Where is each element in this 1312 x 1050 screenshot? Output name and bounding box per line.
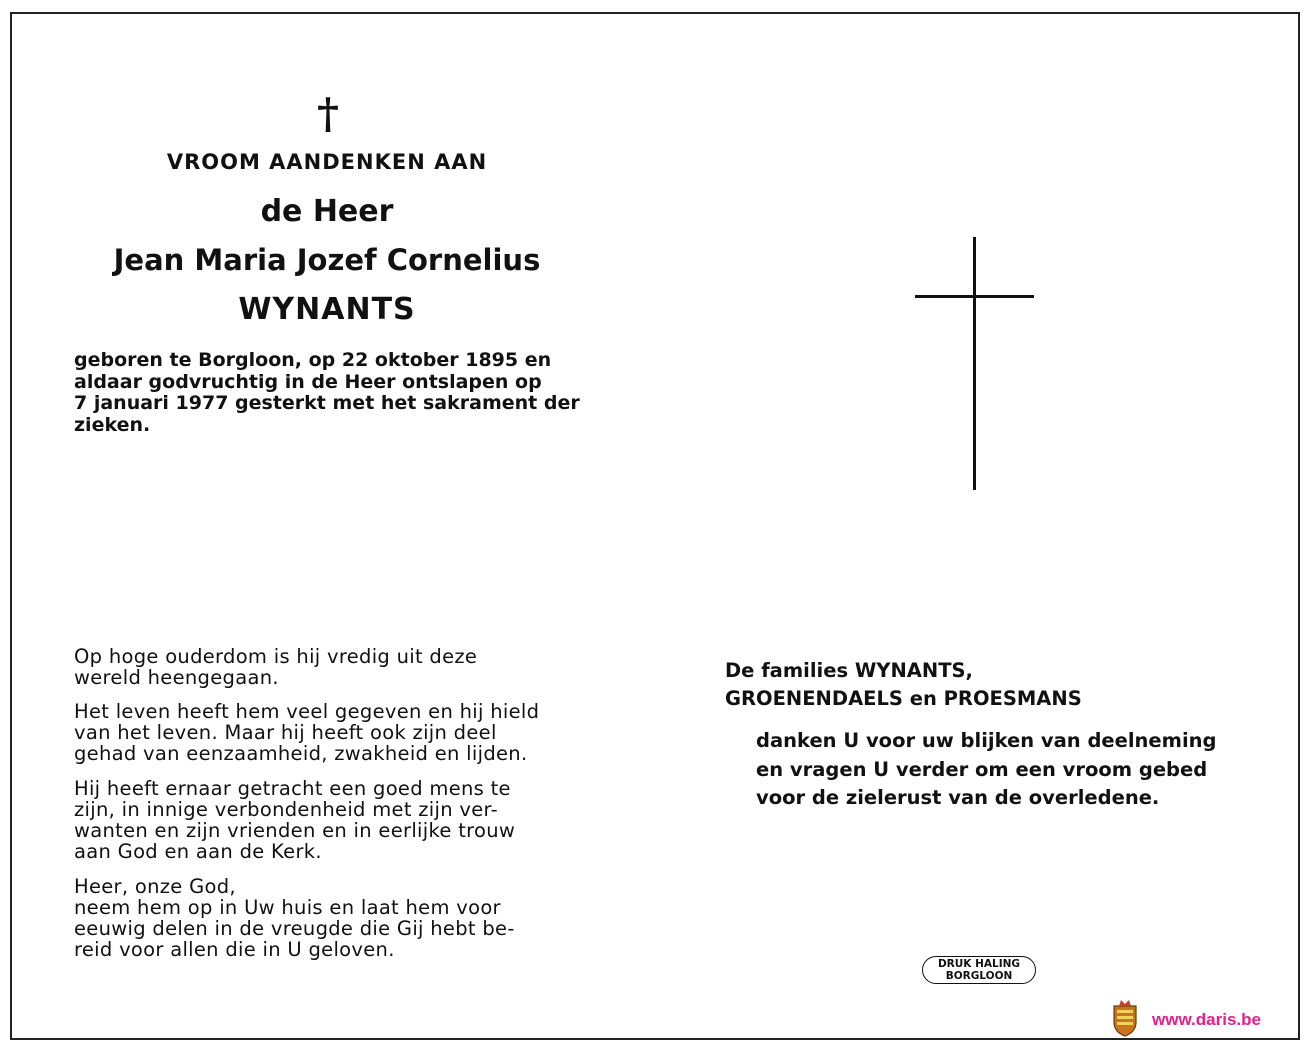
families-line: De families WYNANTS, [725,659,973,682]
families-names [725,657,1125,713]
text-line: Het leven heeft hem veel gegeven en hij hield [74,700,540,723]
paragraph-life [74,701,580,764]
text-line: neem hem op in Uw huis en laat hem voor [74,896,501,919]
birth-line: zieken. [74,413,151,436]
text-line: Op hoge ouderdom is hij vredig uit deze [74,645,478,668]
text-line: van het leven. Maar hij heeft ook zijn deel [74,721,497,744]
text-line: wereld heengegaan. [74,666,279,689]
text-line: gehad van eenzaamheid, zwakheid en lijden. [74,742,528,765]
families-line: GROENENDAELS en PROESMANS [725,687,1082,710]
paragraph-prayer [74,876,580,960]
printer-stamp [922,956,1036,984]
thanks-line: en vragen U verder om een vroom gebed [756,757,1208,781]
memorial-heading: VROOM AANDENKEN AAN [166,150,488,174]
text-line: Hij heeft ernaar getracht een goed mens te [74,777,511,800]
printer-line: BORGLOON [945,969,1013,982]
birth-line: aldaar godvruchtig in de Heer ontslapen op [74,370,542,393]
text-line: reid voor allen die in U geloven. [74,938,395,961]
deceased-given-names: Jean Maria Jozef Cornelius [113,243,541,277]
birth-death-details [74,350,580,436]
thanks-line: danken U voor uw blijken van deelneming [756,729,1217,752]
paragraph-good-person [74,778,580,862]
large-cross-icon-bar [915,295,1034,298]
thanks-text [756,727,1232,813]
text-line: wanten en zijn vrienden en in eerlijke trouw [74,819,516,842]
birth-line: 7 januari 1977 gesterkt met het sakrament der [74,392,580,414]
text-line: zijn, in innige verbondenheid met zijn ver- [74,798,498,821]
title-de-heer: de Heer [260,194,394,229]
watermark-site[interactable]: www.daris.be [1152,1010,1261,1029]
text-line: aan God en aan de Kerk. [74,840,322,863]
printer-line: DRUK HALING [937,958,1021,970]
deceased-surname: WYNANTS [238,292,416,327]
paragraph-peaceful-passing [74,646,580,688]
birth-line: geboren te Borgloon, op 22 oktober 1895 en [74,349,552,371]
text-line: Heer, onze God, [74,875,236,898]
text-line: eeuwig delen in de vreugde die Gij hebt be- [74,917,515,940]
thanks-line: voor de zielerust van de overledene. [756,786,1160,809]
crest-logo-icon [1110,998,1140,1038]
large-cross-icon [973,237,976,490]
small-cross-icon: † [317,89,339,138]
